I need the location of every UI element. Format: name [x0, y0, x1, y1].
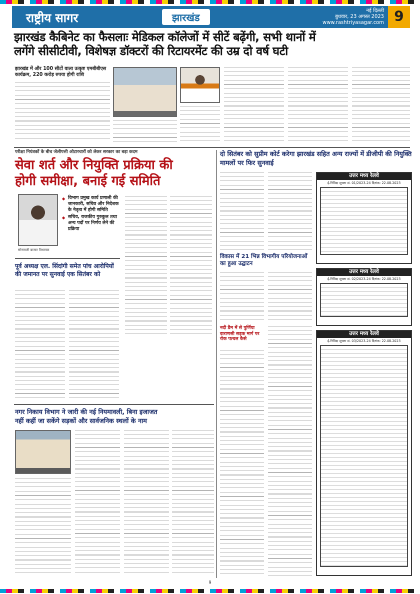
contract-story-headline — [15, 158, 215, 190]
dateline — [323, 8, 389, 26]
railway-notice-2-sub: ई-निविदा सूचना सं. 02/2023-24 दिनांक: 22.08.2023 — [327, 277, 401, 281]
railway-notice-1-table — [320, 187, 408, 255]
development-story-headline: विकास में 21 भिन्न विभागीय परियोजनाओं का हुआ उद्घाटन — [220, 254, 308, 267]
contract-bullet-2: ◆ सचिव, राजकीय गुरुकुल तथा अन्य पदों पर निर्णय लेने की प्रक्रिया — [62, 215, 122, 232]
railway-notice-1 — [316, 172, 412, 264]
court-body-col-2 — [69, 290, 119, 400]
railway-notice-3-title: उत्तर मध्य रेलवे — [317, 331, 411, 338]
development-body — [220, 272, 264, 322]
lead-body-col-2 — [113, 120, 177, 142]
court-story-top-rule — [15, 258, 120, 259]
contract-story-bullets — [62, 196, 122, 235]
municipal-body-col-1 — [15, 478, 71, 576]
dateline-city: नई दिल्ली — [366, 8, 384, 14]
railway-notice-2-title: उत्तर मध्य रेलवे — [317, 269, 411, 276]
dateline-web: www.rashtriyasagar.com — [322, 20, 384, 26]
lead-headline-line-1: झारखंड कैबिनेट का फैसलाः मेडिकल कॉलेजों में सीटें बढ़ेंगी, सभी थानों में — [14, 30, 316, 44]
side-story-body-2 — [268, 326, 312, 576]
municipal-body-col-2 — [75, 430, 120, 576]
contract-body-col-1 — [125, 196, 167, 336]
section-divider — [14, 147, 410, 148]
masthead: राष्ट्रीय सागर — [26, 10, 79, 25]
official-photo-caption: सोनामली बाजार विधायक — [18, 248, 50, 252]
dgp-body-col-2 — [268, 172, 312, 252]
contract-story-kicker: परीक्षा नियंत्रकों के बीच जेलीपत्ती ओटारचारों को लेकर सरकार का बड़ा कदम — [15, 150, 138, 155]
column-divider-left — [216, 150, 217, 578]
lead-body-col-1 — [15, 82, 110, 142]
contract-bullet-1: ◆ विभाग प्रमुख कार्य प्रणाली की जानकारी, सचिव और निदेशक के नेतृत्व में होगी समिति — [62, 196, 122, 213]
color-registration-strip-top — [0, 0, 420, 4]
dgp-story-headline: दो सितंबर को सुप्रीम कोर्ट करेगा झारखंड सहित अन्य राज्यों में डीजीपी की नियुक्ति मामलों पर फिर सुनवाई — [220, 150, 412, 167]
lead-body-col-5 — [288, 67, 348, 142]
official-photo — [18, 194, 58, 246]
railway-notice-2-table — [320, 283, 408, 317]
medical-college-photo — [113, 67, 177, 117]
lead-body-col-6 — [352, 67, 410, 142]
municipal-story-top-rule — [14, 404, 214, 405]
page-footer: 9 — [208, 580, 212, 585]
side-story-headline: नदी डैम में से पुर्णिया वाराणसी सड़क मार्ग पर रोक पत्थल कैसे — [220, 326, 260, 343]
municipal-headline-line-2: नहीं कहीं जा सकेंगे सड़कों और सार्वजनिक स्थलों के नाम — [15, 416, 147, 425]
contract-body-col-2 — [170, 196, 212, 336]
railway-notice-3-table — [320, 345, 408, 567]
railway-notice-1-sub: ई-निविदा सूचना सं. 01/2023-24 दिनांक: 22.08.2023 — [327, 181, 401, 185]
municipal-building-photo — [15, 430, 71, 474]
development-body-2 — [268, 272, 312, 322]
contract-story-headline-line-2: होगी समीक्षा, बनाई गई समिति — [15, 174, 161, 189]
page-header-bar — [12, 6, 410, 28]
municipal-story-headline — [15, 408, 215, 425]
page-number: 9 — [388, 6, 410, 28]
court-story-headline: पूर्व अध्यक्ष एल. सिंदांगी समेत पांच आरोपियों की जमानत पर सुनवाई एक सितंबर को — [15, 263, 114, 278]
lead-headline-line-2: लगेंगे सीसीटीवी, विशेषज्ञ डॉक्टरों की रिटायरमेंट की उम्र दो वर्ष घटी — [14, 44, 288, 58]
side-story-body — [220, 350, 264, 576]
municipal-body-col-4 — [172, 430, 214, 576]
lead-body-col-4 — [224, 67, 284, 142]
dateline-date: बुधवार, 23 अगस्त 2023 — [335, 14, 384, 20]
lead-subheadline: झारखंड में और 100 सीटों वाला उत्कृष्ट एमबीबीएस कार्यक्रम, 220 करोड़ रुपया होगी राशि — [15, 67, 107, 78]
lead-body-col-3 — [180, 106, 220, 142]
railway-notice-1-title: उत्तर मध्य रेलवे — [317, 173, 411, 180]
railway-notice-2 — [316, 268, 412, 326]
municipal-body-col-3 — [124, 430, 169, 576]
court-body-col-1 — [15, 290, 65, 400]
railway-notice-3 — [316, 330, 412, 576]
color-registration-strip-bottom — [0, 589, 420, 593]
section-label: झारखंड — [162, 9, 210, 25]
contract-story-headline-line-1: सेवा शर्त और नियुक्ति प्रक्रिया की — [15, 158, 173, 173]
dgp-body-col-1 — [220, 172, 264, 252]
lead-headline — [14, 30, 410, 58]
municipal-headline-line-1: नगर निकाय विभाग ने जारी की नई नियमावली, बिना इजाजत — [15, 408, 158, 416]
railway-notice-3-sub: ई-निविदा सूचना सं. 03/2023-24 दिनांक: 22.08.2023 — [327, 339, 401, 343]
chief-minister-photo — [180, 67, 220, 103]
